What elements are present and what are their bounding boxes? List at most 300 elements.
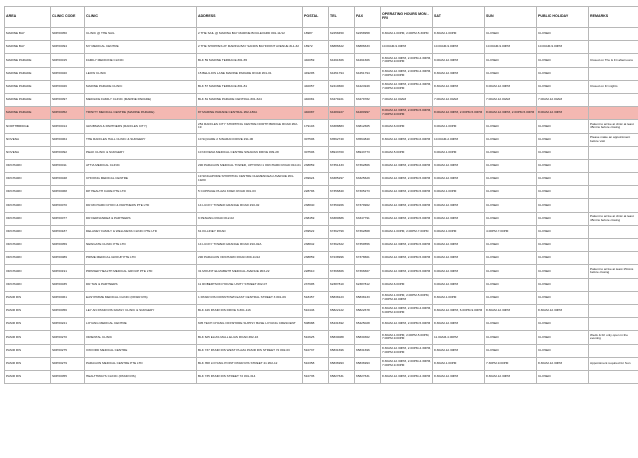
cell-clinic-name: MY MEDICAL CENTRE xyxy=(85,41,197,54)
cell-remarks: Please make an appointment before visit xyxy=(589,133,638,146)
cell-sat: 8.30AM-12.30PM xyxy=(433,370,485,383)
clinic-directory-sheet xyxy=(4,6,634,384)
cell-clinic-name: PEAK CLINIC & SURGERY xyxy=(85,146,197,159)
cell-remarks xyxy=(589,67,638,80)
cell-area: PASIR RIS xyxy=(5,370,51,383)
cell-postal: 307506 xyxy=(303,146,329,159)
cell-hours-mon-fri: 9.00AM-1.00PM, 2.00PM-7.00PM xyxy=(381,225,433,238)
cell-clinic-code: SDP00015 xyxy=(51,54,85,67)
cell-sun: CLOSED xyxy=(485,212,537,225)
cell-hours-mon-fri: 8.30AM-12.30PM, 2.00PM-4.30PM, 7.00PM-9.30PM xyxy=(381,357,433,370)
cell-clinic-code: SDP00052 xyxy=(51,107,85,120)
cell-area: PASIR RIS xyxy=(5,304,51,317)
cell-remarks xyxy=(589,41,638,54)
table-row xyxy=(5,107,638,120)
cell-public-holiday: CLOSED xyxy=(537,239,589,252)
cell-tel: 64480227 xyxy=(329,107,355,120)
cell-tel: 65827631 xyxy=(329,370,355,383)
cell-address: 10 SQUARE 2 SINARAN DRIVE #11-06 xyxy=(197,133,303,146)
cell-sun: 7.00AM-12.00AM xyxy=(485,93,537,106)
table-row xyxy=(5,357,638,370)
cell-tel: 65838123 xyxy=(329,291,355,304)
cell-clinic-code: SDP00011 xyxy=(51,159,85,172)
cell-sun: CLOSED xyxy=(485,159,537,172)
cell-clinic-name: CLINIC @ THE SAIL xyxy=(85,28,197,41)
cell-public-holiday: CLOSED xyxy=(537,159,589,172)
col-header-sun: SUN xyxy=(485,7,537,28)
cell-clinic-name: TRINITY MEDICAL CENTRE (MARINE PARADE) xyxy=(85,107,197,120)
cell-postal: 440081 xyxy=(303,93,329,106)
cell-area: PASIR RIS xyxy=(5,331,51,344)
cell-hours-mon-fri: 8.30AM-12.30PM, 2.00PM-4.30PM xyxy=(381,370,433,383)
table-row xyxy=(5,146,638,159)
cell-hours-mon-fri: 9.00AM-6.00PM xyxy=(381,120,433,133)
cell-public-holiday: CLOSED xyxy=(537,173,589,186)
cell-sun: CLOSED xyxy=(485,133,537,146)
cell-public-holiday: CLOSED xyxy=(537,265,589,278)
cell-hours-mon-fri: 8.30AM-1.00PM, 2.00PM-5.00PM, 7.00PM-10.00PM xyxy=(381,291,433,304)
cell-tel: 63385297 xyxy=(329,173,355,186)
cell-sat: 8.30AM-12.30PM xyxy=(433,344,485,357)
col-header-sat: SAT xyxy=(433,7,485,28)
cell-clinic-code: SDP00056 xyxy=(51,304,85,317)
cell-remarks: Patient to arrive at least 15mins before closing xyxy=(589,265,638,278)
cell-clinic-name: LEOW CLINIC xyxy=(85,67,197,80)
clinic-table xyxy=(4,6,638,384)
table-row xyxy=(5,120,638,133)
cell-hours-mon-fri: 8.30AM-1.00PM, 2.00PM-5.30PM xyxy=(381,28,433,41)
cell-address: BLK 59 MARINE TERRACE #01-65 xyxy=(197,54,303,67)
cell-clinic-name: HEALTHWAYS CLINIC (PASIR RIS) xyxy=(85,370,197,383)
cell-fax: 62258958 xyxy=(355,28,381,41)
cell-address: 290 PARAGON ORCHARD ROAD #09-11/12 xyxy=(197,252,303,265)
cell-address: 290 PARAGON MEDICAL TOWER, UPTOWN 1 ORCHARD ROAD #10-01 xyxy=(197,159,303,172)
cell-remarks xyxy=(589,93,638,106)
cell-clinic-code: SDP00270 xyxy=(51,331,85,344)
cell-tel: 67350266 xyxy=(329,199,355,212)
cell-public-holiday: CLOSED xyxy=(537,67,589,80)
cell-clinic-name: PARAGON MEDICAL CENTRE PTE LTD xyxy=(85,357,197,370)
cell-tel: 67351433 xyxy=(329,159,355,172)
cell-address: BLK 358 LOYANG POINT PASIR RIS STREET 21 #02-12 xyxy=(197,357,303,370)
cell-remarks: Weds & Fri only open in the evening xyxy=(589,331,638,344)
cell-area: MARINE PARADE xyxy=(5,107,51,120)
cell-public-holiday: CLOSED xyxy=(537,120,589,133)
cell-area: MARINE PARADE xyxy=(5,80,51,93)
cell-clinic-code: SDP00055 xyxy=(51,370,85,383)
cell-clinic-name: DR RICHARD CHOO & PARTNERS PTE LTD xyxy=(85,199,197,212)
cell-sat: 9.00AM-12.30PM xyxy=(433,173,485,186)
cell-area: NORTHBRIDGE xyxy=(5,120,51,133)
cell-sun: 10.00AM-9.00PM xyxy=(485,41,537,54)
cell-sun: 7.30PM-9.00PM xyxy=(485,357,537,370)
table-row xyxy=(5,159,638,172)
cell-tel: 67362799 xyxy=(329,225,355,238)
cell-fax: 63812665 xyxy=(355,120,381,133)
cell-public-holiday: CLOSED xyxy=(537,28,589,41)
cell-area: PASIR RIS xyxy=(5,318,51,331)
cell-address: BLK 81 MARINE PARADE CENTRAL #01-624 xyxy=(197,93,303,106)
cell-address: 1 PASIR RIS DOWNTOWN EAST CENTRAL STREET 3 #01-09 xyxy=(197,291,303,304)
cell-sun: 8.00AM-12.30PM, 2.00PM-5.00PM xyxy=(485,107,537,120)
cell-fax: 63325629 xyxy=(355,173,381,186)
cell-clinic-name: MARINE PARADE CLINIC xyxy=(85,80,197,93)
cell-remarks xyxy=(589,107,638,120)
cell-public-holiday: CLOSED xyxy=(537,225,589,238)
cell-tel: 67366666 xyxy=(329,265,355,278)
cell-fax: 65822678 xyxy=(355,304,381,317)
table-row xyxy=(5,252,638,265)
cell-sun: CLOSED xyxy=(485,146,537,159)
cell-clinic-name: ORIENTAL CLINIC xyxy=(85,331,197,344)
cell-tel: 64491666 xyxy=(329,54,355,67)
cell-clinic-code: SDP00191 xyxy=(51,265,85,278)
cell-fax: 63479782 xyxy=(355,93,381,106)
cell-sun: 8.30AM-12.30PM xyxy=(485,304,537,317)
cell-remarks xyxy=(589,370,638,383)
cell-public-holiday: 10.00AM-9.00PM xyxy=(537,41,589,54)
cell-fax: 65827631 xyxy=(355,370,381,383)
cell-fax: 65830362 xyxy=(355,331,381,344)
cell-hours-mon-fri: 9.00AM-12.30PM, 2.00PM-6.00PM xyxy=(381,159,433,172)
cell-clinic-name: EASYPRIME MEDICAL CLINIC (PASIR RIS) xyxy=(85,291,197,304)
cell-hours-mon-fri: 8.30AM-1.00PM, 2.00PM-5.00PM, 7.00PM-9.00PM xyxy=(381,331,433,344)
cell-postal: 179103 xyxy=(303,120,329,133)
cell-public-holiday: CLOSED xyxy=(537,291,589,304)
table-row xyxy=(5,173,638,186)
cell-clinic-name: NEWGATE CLINIC PTE LTD xyxy=(85,239,197,252)
cell-public-holiday: CLOSED xyxy=(537,186,589,199)
table-row xyxy=(5,265,638,278)
cell-sat: 11.00AM-4.00PM xyxy=(433,331,485,344)
cell-tel: 65831696 xyxy=(329,344,355,357)
cell-address: BLK 737 PASIR RIS WEST PLAZA PASIR RIS STREET 72 #02-03 xyxy=(197,344,303,357)
cell-sat: 9.00AM-1.00PM xyxy=(433,120,485,133)
cell-sun: CLOSED xyxy=(485,318,537,331)
cell-hours-mon-fri: 8.30AM-12.30PM, 2.00PM-4.00PM, 6.00PM-9.00PM xyxy=(381,304,433,317)
cell-area: MARINE PARADE xyxy=(5,93,51,106)
cell-postal: 238842 xyxy=(303,239,329,252)
cell-fax: 64480997 xyxy=(355,107,381,120)
cell-hours-mon-fri: 9.00AM-12.30PM, 2.00PM-5.00PM xyxy=(381,199,433,212)
cell-sun: CLOSED xyxy=(485,120,537,133)
cell-clinic-code: SDP00061 xyxy=(51,291,85,304)
cell-area: MARINE PARADE xyxy=(5,67,51,80)
cell-remarks xyxy=(589,28,638,41)
table-row xyxy=(5,225,638,238)
cell-address: 5 CUPPAGE PLAZA KOEK ROAD #01-03 xyxy=(197,186,303,199)
cell-sun: CLOSED xyxy=(485,331,537,344)
cell-hours-mon-fri: 9.00AM-12.30PM, 2.00PM-5.00PM xyxy=(381,252,433,265)
col-header-clinic-code: CLINIC CODE xyxy=(51,7,85,28)
cell-hours-mon-fri: 7.00AM-12.00AM xyxy=(381,93,433,106)
cell-postal: 449295 xyxy=(303,67,329,80)
cell-area: NOVENA xyxy=(5,146,51,159)
cell-address: 87 MARINE PARADE CENTRAL #02-186A xyxy=(197,107,303,120)
table-row xyxy=(5,133,638,146)
cell-tel: 67362322 xyxy=(329,239,355,252)
table-row xyxy=(5,41,638,54)
cell-clinic-name: OXFORD MEDICAL CENTRE xyxy=(85,344,197,357)
cell-sat: 8.30AM-1.00PM xyxy=(433,28,485,41)
cell-public-holiday: CLOSED xyxy=(537,80,589,93)
cell-sun: CLOSED xyxy=(485,67,537,80)
cell-postal: 440059 xyxy=(303,54,329,67)
cell-remarks xyxy=(589,186,638,199)
cell-tel: 67356840 xyxy=(329,186,355,199)
cell-fax: 64451794 xyxy=(355,67,381,80)
cell-sun: CLOSED xyxy=(485,54,537,67)
cell-sun: CLOSED xyxy=(485,173,537,186)
cell-public-holiday: 8.00AM-12.30PM xyxy=(537,107,589,120)
cell-postal: 18987 xyxy=(303,28,329,41)
cell-sat: 7.00AM-12.00AM xyxy=(433,93,485,106)
cell-sun: 4.00PM-7.00PM xyxy=(485,225,537,238)
cell-fax: 65831696 xyxy=(355,344,381,357)
cell-sun: 9.00AM-12.30PM xyxy=(485,80,537,93)
cell-tel: 63380686 xyxy=(329,212,355,225)
cell-hours-mon-fri: 9.00AM-12.30PM, 2.00PM-5.00PM xyxy=(381,239,433,252)
cell-remarks xyxy=(589,159,638,172)
cell-sat: 9.00AM-12.30PM xyxy=(433,252,485,265)
cell-clinic-name: ATTIA MEDICAL CLINIC xyxy=(85,159,197,172)
cell-clinic-name: DR TAN & PARTNERS xyxy=(85,278,197,291)
cell-area: PASIR RIS xyxy=(5,357,51,370)
col-header-address: ADDRESS xyxy=(197,7,303,28)
cell-area: PASIR RIS xyxy=(5,291,51,304)
cell-address: 2 THE SHOPPES AT MARINA BAY SANDS BAYFRONT AVENUE #L1-32 xyxy=(197,41,303,54)
cell-sat: 8.30AM-12.30PM xyxy=(433,80,485,93)
cell-postal: 237995 xyxy=(303,278,329,291)
cell-address: 10 NOVENA MEDICAL CENTRE SINARAN DRIVE #09-28 xyxy=(197,146,303,159)
cell-clinic-code: SDP00275 xyxy=(51,344,85,357)
cell-remarks xyxy=(589,173,638,186)
cell-postal: 238459 xyxy=(303,212,329,225)
cell-postal: 518457 xyxy=(303,291,329,304)
cell-sat: 9.00AM-12.30PM xyxy=(433,199,485,212)
cell-public-holiday: 7.00AM-12.00AM xyxy=(537,93,589,106)
cell-address: 19 SINGAPORE SHOPPING CENTRE CLEMENCEAU AVENUE #01-19/20 xyxy=(197,173,303,186)
cell-clinic-code: SDP00059 xyxy=(51,239,85,252)
cell-sat: 9.00AM-12.30PM xyxy=(433,159,485,172)
table-row xyxy=(5,199,638,212)
cell-clinic-name: MEDILIFE FAMILY CLINIC (MARINE PARADE) xyxy=(85,93,197,106)
cell-sat: 9.00AM-12.30PM xyxy=(433,278,485,291)
cell-sun: CLOSED xyxy=(485,265,537,278)
cell-hours-mon-fri: 9.00AM-12.30PM, 2.00PM-5.00PM xyxy=(381,186,433,199)
cell-fax: 66886633 xyxy=(355,41,381,54)
cell-sun: CLOSED xyxy=(485,344,537,357)
cell-hours-mon-fri: 9.00AM-5.00PM xyxy=(381,146,433,159)
cell-hours-mon-fri: 9.00AM-6.00PM xyxy=(381,278,433,291)
cell-fax: 65838133 xyxy=(355,291,381,304)
cell-address: BLK 735 PASIR RIS STREET 72 #01-314 xyxy=(197,370,303,383)
cell-address: 15 BELILIOS LANE MARINE PARADE ROAD #01-01 xyxy=(197,67,303,80)
cell-hours-mon-fri: 8.30AM-12.30PM, 2.00PM-5.00PM xyxy=(381,318,433,331)
cell-fax: 64491666 xyxy=(355,54,381,67)
cell-public-holiday: CLOSED xyxy=(537,146,589,159)
cell-clinic-code: SDP00187 xyxy=(51,225,85,238)
cell-sun: CLOSED xyxy=(485,291,537,304)
cell-postal: 238859 xyxy=(303,252,329,265)
cell-tel: 62419660 xyxy=(329,80,355,93)
cell-hours-mon-fri: 9.00AM-12.30PM, 2.00PM-5.00PM xyxy=(381,265,433,278)
cell-fax: 63347791 xyxy=(355,212,381,225)
cell-fax: 64424949 xyxy=(355,80,381,93)
cell-clinic-code: SDP00035 xyxy=(51,278,85,291)
table-row xyxy=(5,318,638,331)
cell-hours-mon-fri: 8.30AM-12.30PM, 2.00PM-4.30PM, 7.00PM-9.00PM xyxy=(381,80,433,93)
cell-address: BLK 446 PASIR RIS DRIVE 6 #01-116 xyxy=(197,304,303,317)
table-row xyxy=(5,278,638,291)
cell-tel: 66886622 xyxy=(329,41,355,54)
cell-address: 9 PENANG ROAD #12-02 xyxy=(197,212,303,225)
col-header-fax: FAX xyxy=(355,7,381,28)
cell-address: 252 RAFFLES CITY SHOPPING CENTRE NORTH BRIDGE ROAD #02-19 xyxy=(197,120,303,133)
cell-sat: 9.00AM-12.30PM xyxy=(433,265,485,278)
cell-fax: 67362868 xyxy=(355,225,381,238)
cell-area: ORCHARD xyxy=(5,173,51,186)
cell-remarks xyxy=(589,239,638,252)
cell-remarks: Patient to arrive at clinic at least 45mins before closing xyxy=(589,212,638,225)
cell-hours-mon-fri: 8.30AM-12.30PM, 2.00PM-4.30PM, 7.00PM-9.00PM xyxy=(381,67,433,80)
cell-public-holiday: 8.30AM-12.30PM xyxy=(537,304,589,317)
cell-public-holiday: CLOSED xyxy=(537,278,589,291)
cell-clinic-code: SDP00092 xyxy=(51,146,85,159)
cell-tel: 62258450 xyxy=(329,28,355,41)
cell-clinic-code: SDP00221 xyxy=(51,318,85,331)
table-row xyxy=(5,54,638,67)
cell-hours-mon-fri: 10.00AM-9.00PM xyxy=(381,41,433,54)
cell-area: ORCHARD xyxy=(5,225,51,238)
cell-public-holiday: CLOSED xyxy=(537,199,589,212)
cell-tel: 63479221 xyxy=(329,93,355,106)
cell-clinic-code: SDP00097 xyxy=(51,93,85,106)
cell-clinic-code: SDP00279 xyxy=(51,357,85,370)
cell-postal: 228510 xyxy=(303,265,329,278)
cell-clinic-code: SDP00068 xyxy=(51,186,85,199)
cell-postal: 238859 xyxy=(303,159,329,172)
cell-address: 61 KILLINEY ROAD xyxy=(197,225,303,238)
cell-clinic-name: DP HEALTH CARE PTE LTD xyxy=(85,186,197,199)
table-row xyxy=(5,186,638,199)
cell-address: BLK 57 MARINE TERRACE #01-81 xyxy=(197,80,303,93)
cell-fax: 67366667 xyxy=(355,265,381,278)
cell-clinic-code: SDP00026 xyxy=(51,80,85,93)
cell-clinic-name: PRIME MEDICAL GROUP PTE LTD xyxy=(85,252,197,265)
table-row xyxy=(5,212,638,225)
table-row xyxy=(5,291,638,304)
cell-clinic-name: PRINSEP HEALTH MEDICAL GROUP PTE LTD xyxy=(85,265,197,278)
cell-hours-mon-fri: 8.00AM-12.30PM, 2.00PM-5.00PM, 7.00PM-9.00PM xyxy=(381,107,433,120)
cell-sat: 9.00AM-1.00PM xyxy=(433,225,485,238)
cell-sat: 9.00AM-12.30PM xyxy=(433,212,485,225)
cell-tel: 65836993 xyxy=(329,357,355,370)
cell-remarks xyxy=(589,304,638,317)
cell-area: NOVENA xyxy=(5,133,51,146)
cell-sun: CLOSED xyxy=(485,199,537,212)
cell-clinic-code: SDP00094 xyxy=(51,41,85,54)
table-row xyxy=(5,67,638,80)
cell-clinic-name: DELANEY FAMILY & WELLNESS CLINIC PTE LTD xyxy=(85,225,197,238)
cell-hours-mon-fri: 8.30AM-12.30PM, 2.00PM-4.30PM, 7.00PM-9.00PM xyxy=(381,344,433,357)
table-row xyxy=(5,28,638,41)
cell-sun: CLOSED xyxy=(485,186,537,199)
cell-clinic-name: FAMILY MEDICINE CLINIC xyxy=(85,54,197,67)
cell-area: ORCHARD xyxy=(5,199,51,212)
cell-public-holiday: CLOSED xyxy=(537,133,589,146)
cell-clinic-code: SDP00014 xyxy=(51,120,85,133)
cell-sat: 8.30AM-1.00PM xyxy=(433,291,485,304)
cell-clinic-name: DR FERNANDEZ & PARTNERS xyxy=(85,212,197,225)
cell-clinic-code: SDP00064 xyxy=(51,133,85,146)
col-header-tel: TEL xyxy=(329,7,355,28)
cell-area: MARINE PARADE xyxy=(5,54,51,67)
header-row xyxy=(5,7,638,28)
cell-sat: 8.30AM-12.30PM xyxy=(433,318,485,331)
cell-clinic-name: CHOONG MEDICAL CENTRE xyxy=(85,173,197,186)
cell-postal: 18972 xyxy=(303,41,329,54)
cell-remarks xyxy=(589,252,638,265)
cell-address: 11 ROBERTSON HOUSE UNITY STREET #02-07 xyxy=(197,278,303,291)
cell-sat: 8.30AM-12.30PM, 6.00PM-9.00PM xyxy=(433,304,485,317)
cell-postal: 307506 xyxy=(303,133,329,146)
cell-postal: 510358 xyxy=(303,357,329,370)
cell-hours-mon-fri: 9.00AM-12.30PM, 2.00PM-5.00PM xyxy=(381,173,433,186)
cell-tel: 63562740 xyxy=(329,133,355,146)
cell-clinic-name: LOYANG MEDICAL CENTRE xyxy=(85,318,197,331)
cell-public-holiday: CLOSED xyxy=(537,370,589,383)
cell-postal: 228796 xyxy=(303,186,329,199)
cell-sat: 9.00AM-1.00PM xyxy=(433,146,485,159)
cell-sat: 9.00AM-12.30PM xyxy=(433,239,485,252)
cell-sun: CLOSED xyxy=(485,252,537,265)
cell-tel: 65431692 xyxy=(329,318,355,331)
cell-sat: 9.00AM-12.30PM xyxy=(433,54,485,67)
cell-clinic-code: SDP00050 xyxy=(51,28,85,41)
cell-fax: 68943773 xyxy=(355,146,381,159)
cell-remarks xyxy=(589,344,638,357)
cell-tel: 68943700 xyxy=(329,146,355,159)
cell-remarks: Patient to arrive at clinic at least 45mins before closing xyxy=(589,120,638,133)
cell-remarks xyxy=(589,291,638,304)
col-header-area: AREA xyxy=(5,7,51,28)
table-row xyxy=(5,239,638,252)
cell-sat: 10.00AM-9.00PM xyxy=(433,41,485,54)
cell-area: ORCHARD xyxy=(5,265,51,278)
cell-public-holiday: CLOSED xyxy=(537,212,589,225)
table-row xyxy=(5,370,638,383)
cell-sat: 8.30AM-12.30PM xyxy=(433,67,485,80)
cell-address: 14 LUCKY TOWER GRANGE ROAD #10-02 xyxy=(197,199,303,212)
cell-postal: 239924 xyxy=(303,173,329,186)
col-header-remarks: REMARKS xyxy=(589,7,638,28)
table-row xyxy=(5,344,638,357)
cell-clinic-code: SDP00048 xyxy=(51,173,85,186)
cell-sat: 8.30AM-1.00PM xyxy=(433,357,485,370)
cell-clinic-code: SDP00020 xyxy=(51,67,85,80)
cell-remarks xyxy=(589,278,638,291)
cell-sun: 8.30AM-12.30PM xyxy=(485,370,537,383)
cell-postal: 510446 xyxy=(303,304,329,317)
cell-address: 14 LUCKY TOWER GRANGE ROAD #10-02A xyxy=(197,239,303,252)
cell-clinic-code: SDP00077 xyxy=(51,212,85,225)
cell-fax: 67378661 xyxy=(355,252,381,265)
cell-postal: 238840 xyxy=(303,199,329,212)
table-row xyxy=(5,93,638,106)
cell-area: ORCHARD xyxy=(5,159,51,172)
cell-tel: 64451794 xyxy=(329,67,355,80)
